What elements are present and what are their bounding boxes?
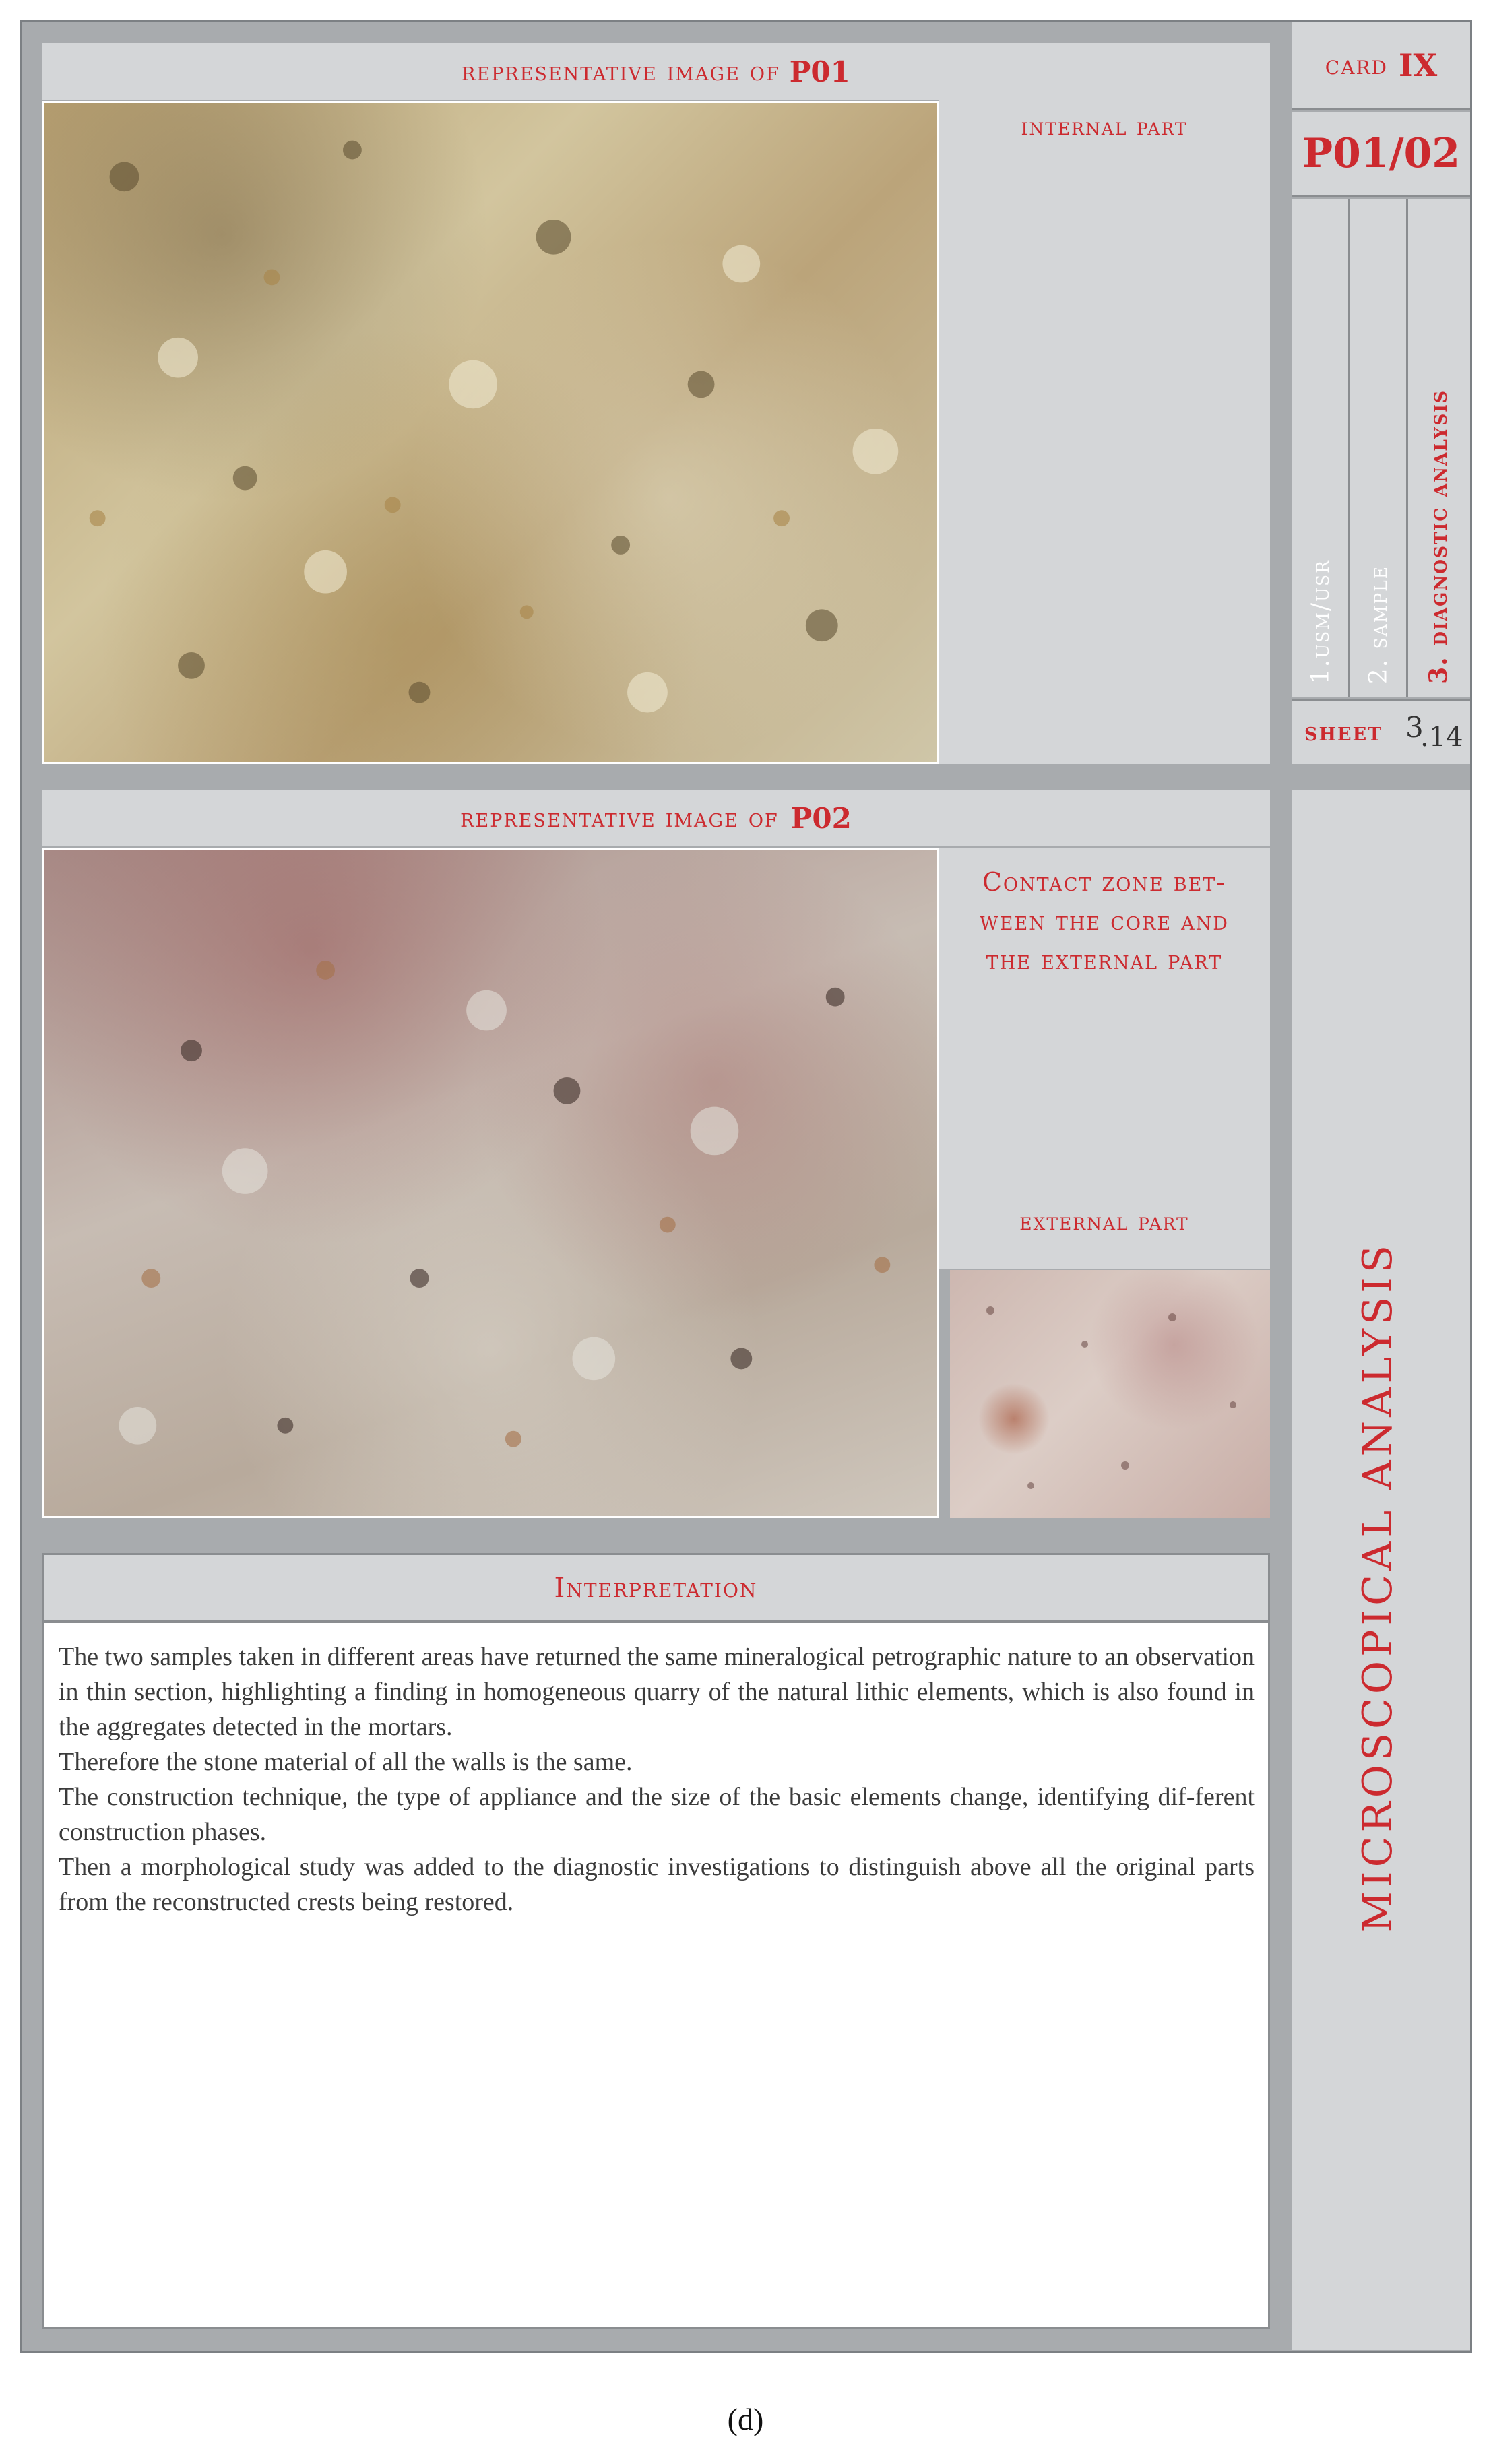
nav-diagnostic-analysis[interactable]: 3. diagnostic analysis [1424,389,1453,684]
nav-column-2[interactable] [1350,199,1408,697]
p01-title-code: P01 [789,55,850,88]
interpretation-paragraph: Therefore the stone material of all the walls is the same. [59,1748,633,1776]
external-grain-texture [950,1270,1270,1518]
nav-column-3[interactable] [1408,199,1470,697]
interpretation-title-bar [42,1553,1270,1623]
p01-micrograph-image [42,101,939,764]
section-title-panel [1292,790,1470,2350]
p02-external-part-label: external part [1019,1208,1189,1236]
p02-title-prefix: representative image of [460,803,779,833]
interpretation-paragraph: The two samples taken in different areas have returned the same mineralogical petrographic nature to an observation in thin section, highlighting a finding in homogeneous quarry of the natural lithic elements, which is also found in the aggregates detected in the mortars. [59,1643,1255,1741]
p01-title-prefix: representative image of [462,57,780,86]
p02-grain-texture [44,850,937,1516]
card-number: IX [1398,46,1438,84]
sheet-number: 3 [1405,711,1424,744]
sheet-sub: .14 [1420,722,1463,753]
p02-contact-zone-label: Contact zone bet-ween the core and the external part [980,867,1229,975]
interpretation-paragraph: Then a morphological study was added to the diagnostic investigations to distinguish above all the original parts from the reconstructed crests being restored. [59,1853,1255,1916]
p02-external-part-image [950,1270,1270,1518]
nav-usm-usr[interactable]: 1.usm/usr [1307,559,1335,684]
p01-internal-part-label: internal part [1021,113,1188,141]
card-prefix: card [1325,49,1388,81]
p02-title-bar [42,790,1270,846]
sheet-box [1292,699,1470,764]
section-title: MICROSCOPICAL ANALYSIS [1354,1241,1401,1933]
p02-side-panel [939,848,1270,1269]
card-number-box [1292,22,1470,110]
nav-sample[interactable]: 2. sample [1365,565,1393,684]
interpretation-title: Interpretation [554,1572,758,1604]
nav-column-1[interactable] [1292,199,1350,697]
sheet-label: sheet [1304,716,1383,747]
p02-micrograph-image [42,848,939,1518]
interpretation-paragraph: The construction technique, the type of appliance and the size of the basic elements change, identifying dif-ferent construction phases. [59,1783,1255,1846]
p01-grain-texture [44,103,937,762]
card-code-box [1292,112,1470,197]
p01-title-bar [42,43,1270,100]
p02-title-code: P02 [790,801,852,835]
interpretation-text [59,1639,1255,1920]
p01-side-panel [939,100,1270,764]
figure-caption: (d) [727,2401,764,2436]
interpretation-body-box [42,1623,1270,2329]
card-code: P01/02 [1302,129,1461,177]
